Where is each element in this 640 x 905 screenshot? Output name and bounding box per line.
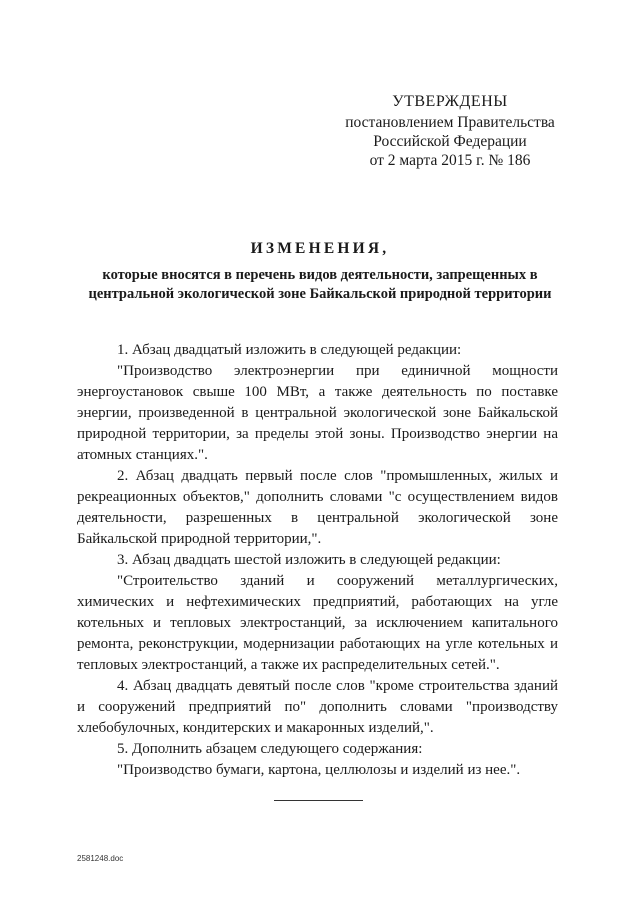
paragraph-3: 2. Абзац двадцать первый после слов "промышленных, жилых и рекреационных объектов," дополнить словами "с осуществлением видов деятельности, разрешенных в центральной экологической зоне Байкальской природной территории,".	[77, 468, 558, 547]
approval-line-3: от 2 марта 2015 г. № 186	[369, 152, 531, 169]
paragraph-7: 5. Дополнить абзацем следующего содержания:	[117, 741, 423, 757]
paragraph-5: "Строительство зданий и сооружений металлургических, химических и нефтехимических предприятий, работающих на угле котельных и тепловых электростанций, за исключением капитального ремонта, реконструкции, модернизации работающих на угле котельных и тепловых электростанций, а также их распределительных сетей.".	[77, 573, 558, 673]
subtitle-line-1: которые вносятся в перечень видов деятельности, запрещенных в	[102, 267, 538, 283]
paragraph-1: 1. Абзац двадцатый изложить в следующей редакции:	[117, 342, 462, 358]
document-subtitle	[60, 266, 580, 304]
document-title: ИЗМЕНЕНИЯ,	[250, 240, 390, 257]
approval-line-1: постановлением Правительства	[345, 114, 555, 131]
document-body	[77, 340, 558, 781]
approval-block	[330, 92, 570, 170]
paragraph-6: 4. Абзац двадцать девятый после слов "кроме строительства зданий и сооружений предприятий по" дополнить словами "производству хлебобулочных, кондитерских и макаронных изделий,".	[77, 678, 558, 736]
paragraph-2: "Производство электроэнергии при единичной мощности энергоустановок свыше 100 МВт, а также деятельность по поставке энергии, произведенной в центральной экологической зоне Байкальской природной территории, за пределы этой зоны. Производство энергии на атомных станциях.".	[77, 363, 558, 463]
approval-heading: УТВЕРЖДЕНЫ	[392, 93, 508, 110]
end-divider	[274, 800, 363, 801]
file-identifier: 2581248.doc	[77, 854, 124, 863]
approval-line-2: Российской Федерации	[373, 133, 527, 150]
paragraph-4: 3. Абзац двадцать шестой изложить в следующей редакции:	[117, 552, 501, 568]
subtitle-line-2: центральной экологической зоне Байкальской природной территории	[88, 286, 552, 302]
paragraph-8: "Производство бумаги, картона, целлюлозы и изделий из нее.".	[117, 762, 521, 778]
